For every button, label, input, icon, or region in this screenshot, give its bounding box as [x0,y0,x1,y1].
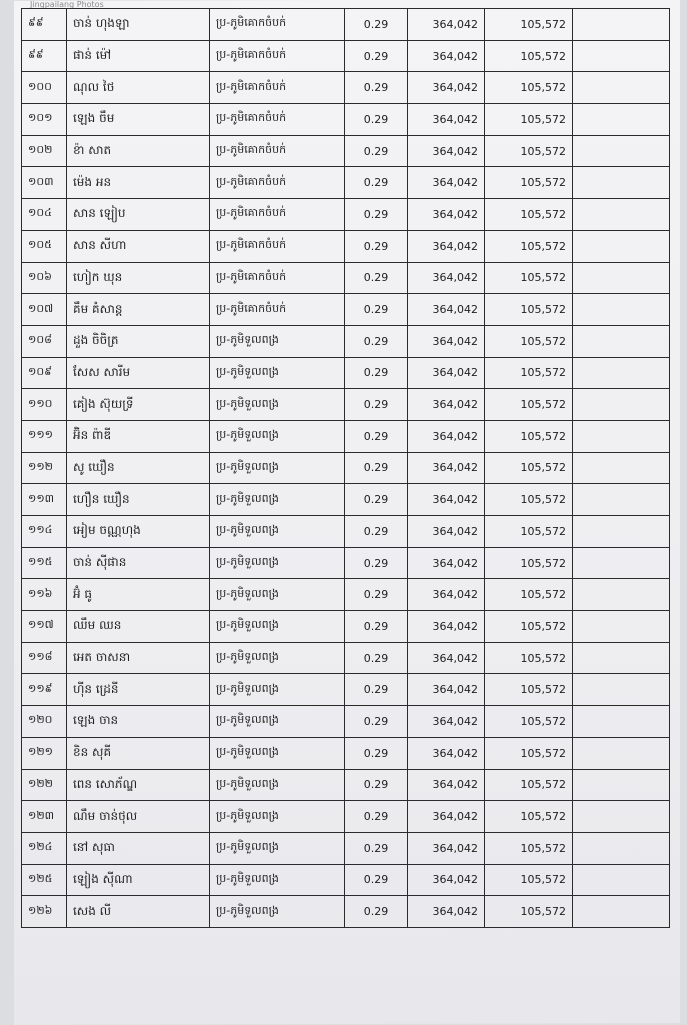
person-name: សូ ឃឿន [67,452,210,484]
amount-two: 105,572 [485,737,573,769]
person-name: សាន សីហា [67,230,210,262]
person-name: ផាន់ ម៉ៅ [67,40,210,72]
row-number: ១០០ [22,72,67,104]
village-name: ប្រ-ភូមិទួលពង្រ [210,611,345,643]
row-number: ១១៦ [22,579,67,611]
table-row [22,420,670,452]
village-name: ប្រ-ភូមិគោកចំបក់ [210,135,345,167]
blank-cell [573,801,670,833]
amount-one: 364,042 [408,706,485,738]
amount-one: 364,042 [408,832,485,864]
row-number: ១០៤ [22,199,67,231]
village-name: ប្រ-ភូមិទួលពង្រ [210,389,345,421]
row-number: ១២២ [22,769,67,801]
blank-cell [573,832,670,864]
row-number: ៩៩ [22,40,67,72]
area-value: 0.29 [345,135,408,167]
amount-one: 364,042 [408,864,485,896]
village-name: ប្រ-ភូមិគោកចំបក់ [210,199,345,231]
row-number: ១២៣ [22,801,67,833]
table-row [22,674,670,706]
village-name: ប្រ-ភូមិទួលពង្រ [210,737,345,769]
amount-one: 364,042 [408,579,485,611]
table-row [22,516,670,548]
person-name: ហឿន ឃឿន [67,484,210,516]
row-number: ១២៥ [22,864,67,896]
amount-two: 105,572 [485,769,573,801]
table-row [22,832,670,864]
area-value: 0.29 [345,72,408,104]
row-number: ១២៦ [22,896,67,928]
village-name: ប្រ-ភូមិគោកចំបក់ [210,72,345,104]
person-name: ឡេង ចឹម [67,104,210,136]
row-number: ១១០ [22,389,67,421]
person-name: ខ៉ា សាត [67,135,210,167]
village-name: ប្រ-ភូមិទួលពង្រ [210,896,345,928]
person-name: ឡេង ចាន [67,706,210,738]
area-value: 0.29 [345,167,408,199]
amount-one: 364,042 [408,452,485,484]
blank-cell [573,674,670,706]
amount-two: 105,572 [485,484,573,516]
area-value: 0.29 [345,389,408,421]
village-name: ប្រ-ភូមិទួលពង្រ [210,452,345,484]
area-value: 0.29 [345,547,408,579]
table-row [22,72,670,104]
amount-two: 105,572 [485,801,573,833]
table-row [22,104,670,136]
amount-one: 364,042 [408,167,485,199]
row-number: ១០១ [22,104,67,136]
amount-two: 105,572 [485,40,573,72]
table-row [22,294,670,326]
village-name: ប្រ-ភូមិទួលពង្រ [210,547,345,579]
amount-two: 105,572 [485,420,573,452]
amount-two: 105,572 [485,516,573,548]
person-name: ណឹម ចាន់ថុល [67,801,210,833]
table-row [22,357,670,389]
amount-two: 105,572 [485,389,573,421]
table-row [22,801,670,833]
area-value: 0.29 [345,262,408,294]
area-value: 0.29 [345,104,408,136]
village-name: ប្រ-ភូមិទួលពង្រ [210,420,345,452]
amount-one: 364,042 [408,896,485,928]
person-name: សែស សារីម [67,357,210,389]
row-number: ១២០ [22,706,67,738]
blank-cell [573,135,670,167]
amount-two: 105,572 [485,72,573,104]
amount-one: 364,042 [408,357,485,389]
person-name: ពេន សោភ័ណ្ឌ [67,769,210,801]
row-number: ១០៧ [22,294,67,326]
blank-cell [573,72,670,104]
amount-one: 364,042 [408,230,485,262]
blank-cell [573,104,670,136]
village-name: ប្រ-ភូមិគោកចំបក់ [210,262,345,294]
blank-cell [573,516,670,548]
person-name: ចាន់ ស៊ីផាន [67,547,210,579]
amount-two: 105,572 [485,325,573,357]
village-name: ប្រ-ភូមិទួលពង្រ [210,579,345,611]
table-row [22,199,670,231]
amount-two: 105,572 [485,230,573,262]
amount-one: 364,042 [408,135,485,167]
area-value: 0.29 [345,832,408,864]
amount-two: 105,572 [485,832,573,864]
amount-two: 105,572 [485,611,573,643]
amount-one: 364,042 [408,72,485,104]
row-number: ១១២ [22,452,67,484]
area-value: 0.29 [345,452,408,484]
village-name: ប្រ-ភូមិគោកចំបក់ [210,294,345,326]
amount-one: 364,042 [408,40,485,72]
blank-cell [573,864,670,896]
village-name: ប្រ-ភូមិគោកចំបក់ [210,230,345,262]
amount-two: 105,572 [485,864,573,896]
person-name: ដួង ចិចិត្រ [67,325,210,357]
amount-two: 105,572 [485,452,573,484]
village-name: ប្រ-ភូមិទួលពង្រ [210,674,345,706]
area-value: 0.29 [345,199,408,231]
table-row [22,167,670,199]
person-name: សេង លី [67,896,210,928]
row-number: ១១១ [22,420,67,452]
blank-cell [573,325,670,357]
village-name: ប្រ-ភូមិទួលពង្រ [210,864,345,896]
table-row [22,547,670,579]
amount-two: 105,572 [485,135,573,167]
area-value: 0.29 [345,801,408,833]
amount-one: 364,042 [408,9,485,41]
village-name: ប្រ-ភូមិទួលពង្រ [210,769,345,801]
person-name: អៀម ចណ្ណហុង [67,516,210,548]
blank-cell [573,737,670,769]
table-row [22,769,670,801]
amount-two: 105,572 [485,167,573,199]
row-number: ១២១ [22,737,67,769]
table-row [22,642,670,674]
village-name: ប្រ-ភូមិទួលពង្រ [210,642,345,674]
blank-cell [573,357,670,389]
area-value: 0.29 [345,706,408,738]
blank-cell [573,9,670,41]
row-number: ១០២ [22,135,67,167]
person-name: ឈឹម ឈន [67,611,210,643]
table-row [22,262,670,294]
amount-one: 364,042 [408,801,485,833]
blank-cell [573,420,670,452]
person-name: ខិន សុគី [67,737,210,769]
row-number: ១០៦ [22,262,67,294]
person-name: ហ៊ីន ដ្រេនី [67,674,210,706]
blank-cell [573,642,670,674]
beneficiary-table [21,8,670,928]
area-value: 0.29 [345,9,408,41]
amount-two: 105,572 [485,104,573,136]
table-row [22,737,670,769]
amount-one: 364,042 [408,294,485,326]
table-row [22,484,670,516]
amount-one: 364,042 [408,389,485,421]
area-value: 0.29 [345,737,408,769]
amount-one: 364,042 [408,611,485,643]
area-value: 0.29 [345,674,408,706]
row-number: ១០៥ [22,230,67,262]
village-name: ប្រ-ភូមិទួលពង្រ [210,706,345,738]
row-number: ៩៩ [22,9,67,41]
watermark: Jingpailang Photos [30,0,104,9]
amount-two: 105,572 [485,674,573,706]
person-name: គៀង ស៊ុយទ្រី [67,389,210,421]
amount-one: 364,042 [408,642,485,674]
row-number: ១១៧ [22,611,67,643]
row-number: ១០៨ [22,325,67,357]
village-name: ប្រ-ភូមិទួលពង្រ [210,357,345,389]
area-value: 0.29 [345,484,408,516]
area-value: 0.29 [345,864,408,896]
amount-two: 105,572 [485,294,573,326]
table-row [22,389,670,421]
village-name: ប្រ-ភូមិទួលពង្រ [210,325,345,357]
row-number: ១១៩ [22,674,67,706]
area-value: 0.29 [345,294,408,326]
person-name: អ៊ិន ព៉ាឌី [67,420,210,452]
area-value: 0.29 [345,420,408,452]
amount-one: 364,042 [408,737,485,769]
blank-cell [573,611,670,643]
row-number: ១១៤ [22,516,67,548]
amount-two: 105,572 [485,357,573,389]
amount-two: 105,572 [485,547,573,579]
person-name: ចាន់ ហុងឡា [67,9,210,41]
blank-cell [573,294,670,326]
person-name: ម៉េង អន [67,167,210,199]
table-row [22,9,670,41]
blank-cell [573,199,670,231]
amount-one: 364,042 [408,199,485,231]
amount-two: 105,572 [485,199,573,231]
person-name: ហៀក ឃុន [67,262,210,294]
area-value: 0.29 [345,357,408,389]
table-row [22,452,670,484]
blank-cell [573,579,670,611]
person-name: ឡៀង ស៊ីណា [67,864,210,896]
area-value: 0.29 [345,40,408,72]
amount-one: 364,042 [408,674,485,706]
amount-one: 364,042 [408,104,485,136]
amount-two: 105,572 [485,642,573,674]
row-number: ១០៣ [22,167,67,199]
village-name: ប្រ-ភូមិគោកចំបក់ [210,167,345,199]
amount-one: 364,042 [408,484,485,516]
amount-one: 364,042 [408,420,485,452]
blank-cell [573,896,670,928]
blank-cell [573,452,670,484]
table-row [22,864,670,896]
blank-cell [573,230,670,262]
table-row [22,135,670,167]
person-name: នៅ សុធា [67,832,210,864]
village-name: ប្រ-ភូមិទួលពង្រ [210,516,345,548]
table-row [22,40,670,72]
blank-cell [573,167,670,199]
table-row [22,896,670,928]
row-number: ១២៤ [22,832,67,864]
person-name: ណុល ថៃ [67,72,210,104]
blank-cell [573,484,670,516]
amount-two: 105,572 [485,579,573,611]
village-name: ប្រ-ភូមិគោកចំបក់ [210,104,345,136]
village-name: ប្រ-ភូមិទួលពង្រ [210,484,345,516]
area-value: 0.29 [345,611,408,643]
village-name: ប្រ-ភូមិទួលពង្រ [210,801,345,833]
person-name: អេត ចាសនា [67,642,210,674]
amount-one: 364,042 [408,325,485,357]
blank-cell [573,389,670,421]
blank-cell [573,262,670,294]
table-row [22,325,670,357]
amount-two: 105,572 [485,262,573,294]
area-value: 0.29 [345,579,408,611]
area-value: 0.29 [345,325,408,357]
village-name: ប្រ-ភូមិគោកចំបក់ [210,9,345,41]
person-name: សាន ឡៀប [67,199,210,231]
blank-cell [573,706,670,738]
area-value: 0.29 [345,230,408,262]
area-value: 0.29 [345,896,408,928]
row-number: ១១៨ [22,642,67,674]
person-name: អ៊ំ ធូ [67,579,210,611]
area-value: 0.29 [345,516,408,548]
table-row [22,230,670,262]
amount-two: 105,572 [485,9,573,41]
person-name: គឹម គំសាន្ត [67,294,210,326]
table-row [22,579,670,611]
village-name: ប្រ-ភូមិទួលពង្រ [210,832,345,864]
amount-two: 105,572 [485,896,573,928]
row-number: ១១៥ [22,547,67,579]
table-row [22,611,670,643]
amount-one: 364,042 [408,547,485,579]
table-row [22,706,670,738]
row-number: ១១៣ [22,484,67,516]
area-value: 0.29 [345,769,408,801]
row-number: ១០៩ [22,357,67,389]
amount-one: 364,042 [408,769,485,801]
blank-cell [573,547,670,579]
amount-one: 364,042 [408,516,485,548]
area-value: 0.29 [345,642,408,674]
blank-cell [573,769,670,801]
blank-cell [573,40,670,72]
village-name: ប្រ-ភូមិគោកចំបក់ [210,40,345,72]
amount-one: 364,042 [408,262,485,294]
amount-two: 105,572 [485,706,573,738]
